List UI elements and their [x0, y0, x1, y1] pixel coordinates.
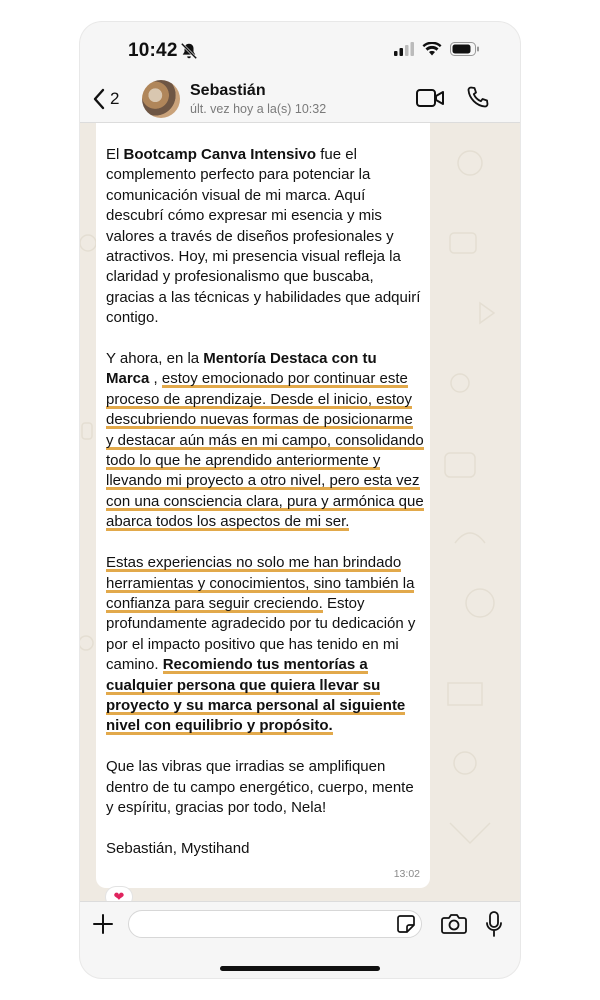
- wifi-icon: [422, 42, 442, 56]
- status-time: 10:42: [128, 40, 178, 61]
- unread-count: 2: [110, 89, 120, 108]
- bold-text: Mentoría Destaca con tu Marca: [106, 350, 377, 388]
- highlighted-text: estoy emocionado por continuar este proceso de aprendizaje. Desde el inicio, estoy descubriendo nuevas formas de posicionarme y destacar aún más en mi campo, consolidando todo lo que he aprendido anteriormente y llevando mi proyecto a otro nivel, pero esta vez con una consciencia clara, pura y armónica que abarca todos los aspectos de mi ser.: [106, 370, 424, 531]
- message-composer: [80, 901, 520, 978]
- video-camera-icon[interactable]: [416, 88, 444, 108]
- chat-area[interactable]: [80, 123, 520, 901]
- message-paragraph: Y ahora, en la Mentoría Destaca con tu Marca , estoy emocionado por continuar este proceso de aprendizaje. Desde el inicio, estoy descubriendo nuevas formas de posicionarme y destacar aún más en mi campo, consolidando todo lo que he aprendido anteriormente y llevando mi proyecto a otro nivel, pero esta vez con una consciencia clara, pura y armónica que abarca todos los aspectos de mi ser.: [106, 350, 424, 531]
- message-signature: Sebastián, Mystihand: [106, 839, 250, 857]
- contact-last-seen: últ. vez hoy a la(s) 10:32: [190, 102, 327, 116]
- heart-icon: ❤: [113, 889, 125, 901]
- microphone-icon[interactable]: [486, 911, 502, 937]
- battery-icon: [450, 42, 480, 56]
- highlighted-text: Estas experiencias no solo me han brindado herramientas y conocimientos, sino también la confianza para seguir creciendo.: [106, 554, 415, 612]
- message-paragraph: Que las vibras que irradias se amplifiquen dentro de tu campo energético, cuerpo, mente y espíritu, gracias por todo, Nela!: [106, 758, 414, 816]
- highlighted-bold-text: Recomiendo tus mentorías a cualquier persona que quiera llevar su proyecto y su marca personal al siguiente nivel con equilibrio y propósito.: [106, 656, 406, 735]
- home-indicator: [220, 966, 380, 971]
- plus-icon[interactable]: [92, 913, 114, 935]
- message-input[interactable]: [128, 910, 422, 938]
- heart-reaction[interactable]: [106, 887, 132, 901]
- bold-text: Bootcamp Canva Intensivo: [123, 146, 317, 163]
- status-icons: [394, 42, 480, 56]
- contact-avatar[interactable]: [142, 80, 180, 118]
- chevron-left-icon: [92, 88, 106, 110]
- signal-icon: [394, 42, 414, 56]
- top-bar: [80, 22, 520, 123]
- back-button[interactable]: [92, 88, 119, 110]
- phone-frame: [80, 22, 520, 978]
- phone-icon[interactable]: [466, 85, 490, 109]
- contact-name[interactable]: Sebastián: [190, 82, 266, 99]
- sticker-icon[interactable]: [396, 914, 416, 934]
- message-paragraph: Estas experiencias no solo me han brindado herramientas y conocimientos, sino también la confianza para seguir creciendo. Estoy profundamente agradecido por tu dedicación y por el impacto positivo que has tenido en mi camino. Recomiendo tus mentorías a cualquier persona que quiera llevar su proyecto y su marca personal al siguiente nivel con equilibrio y propósito.: [106, 554, 416, 735]
- message-paragraph: El Bootcamp Canva Intensivo fue el complemento perfecto para potenciar la comunicación visual de mi marca. Aquí descubrí cómo expresar mi esencia y mis valores a través de diseños profesionales y atractivos. Hoy, mi presencia visual refleja la claridad y profesionalismo que buscaba, gracias a las técnicas y habilidades que adquirí contigo.: [106, 146, 421, 327]
- camera-icon[interactable]: [441, 913, 467, 935]
- bell-slash-icon: [180, 42, 198, 60]
- message-timestamp: 13:02: [393, 868, 420, 880]
- message-text: [106, 145, 424, 859]
- incoming-message-bubble[interactable]: [96, 123, 430, 888]
